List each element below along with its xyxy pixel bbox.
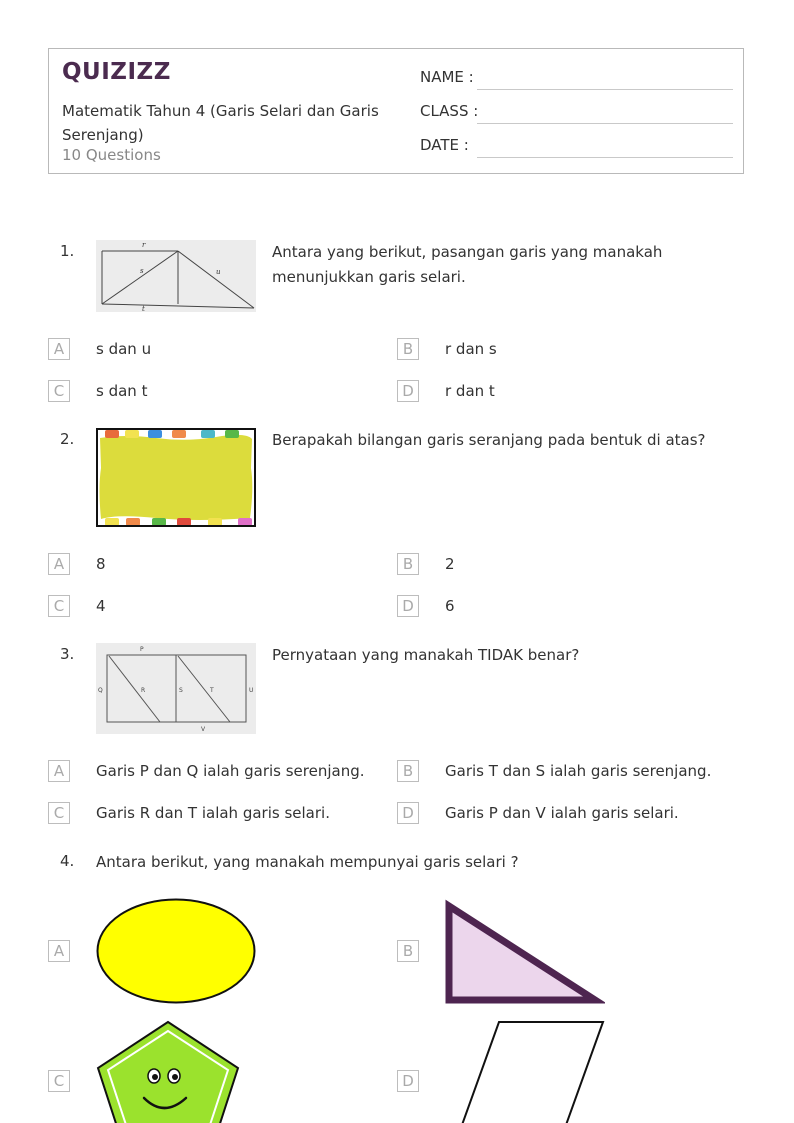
- worksheet-title: Matematik Tahun 4 (Garis Selari dan Garis Serenjang): [62, 102, 379, 144]
- bulletin-board-image: [96, 428, 256, 527]
- option-c-box[interactable]: C: [48, 595, 70, 617]
- parallel-lines-diagram: [96, 240, 256, 312]
- parallelogram-option[interactable]: [445, 1020, 605, 1123]
- name-field[interactable]: [477, 89, 733, 90]
- option-b-box[interactable]: B: [397, 553, 419, 575]
- question-text: Pernyataan yang manakah TIDAK benar?: [272, 646, 580, 664]
- date-label: DATE :: [420, 136, 469, 154]
- option-b-text[interactable]: 2: [445, 555, 455, 573]
- option-c-text[interactable]: 4: [96, 597, 106, 615]
- question-text: Berapakah bilangan garis seranjang pada bentuk di atas?: [272, 431, 706, 449]
- yellow-ellipse-option[interactable]: [96, 898, 256, 1005]
- question-number: 3.: [60, 645, 75, 663]
- option-c-box[interactable]: C: [48, 802, 70, 824]
- quizizz-logo: QUIZIZZ: [62, 59, 171, 85]
- label-u: u: [216, 268, 221, 276]
- option-d-box[interactable]: D: [397, 1070, 419, 1092]
- question-number: 2.: [60, 430, 75, 448]
- class-field[interactable]: [477, 123, 733, 124]
- name-label: NAME :: [420, 68, 474, 86]
- question-text: Antara yang berikut, pasangan garis yang manakah menunjukkan garis selari.: [272, 243, 663, 286]
- option-b-box[interactable]: B: [397, 940, 419, 962]
- label-v: V: [201, 726, 206, 733]
- label-s: s: [140, 267, 144, 275]
- option-d-box[interactable]: D: [397, 802, 419, 824]
- label-r: r: [142, 241, 146, 249]
- label-t: T: [210, 687, 214, 694]
- option-a-box[interactable]: A: [48, 940, 70, 962]
- green-pentagon-option[interactable]: [96, 1020, 241, 1123]
- option-d-text[interactable]: 6: [445, 597, 455, 615]
- option-c-box[interactable]: C: [48, 380, 70, 402]
- question-number: 1.: [60, 242, 75, 260]
- label-s: S: [179, 687, 183, 694]
- option-a-box[interactable]: A: [48, 553, 70, 575]
- lines-rectangle-diagram: [96, 643, 256, 734]
- label-p: P: [140, 646, 144, 653]
- option-c-text[interactable]: s dan t: [96, 382, 148, 400]
- option-d-box[interactable]: D: [397, 380, 419, 402]
- class-label: CLASS :: [420, 102, 479, 120]
- option-b-text[interactable]: r dan s: [445, 340, 497, 358]
- option-a-box[interactable]: A: [48, 760, 70, 782]
- option-a-box[interactable]: A: [48, 338, 70, 360]
- option-a-text[interactable]: s dan u: [96, 340, 152, 358]
- label-u: U: [249, 687, 254, 694]
- option-d-text[interactable]: r dan t: [445, 382, 495, 400]
- option-d-text[interactable]: Garis P dan V ialah garis selari.: [445, 804, 679, 822]
- purple-triangle-option[interactable]: [445, 898, 605, 1005]
- option-b-box[interactable]: B: [397, 338, 419, 360]
- worksheet-header: [48, 48, 744, 174]
- option-b-box[interactable]: B: [397, 760, 419, 782]
- question-count: 10 Questions: [62, 146, 161, 164]
- question-number: 4.: [60, 852, 75, 870]
- label-t: t: [142, 305, 145, 312]
- option-c-text[interactable]: Garis R dan T ialah garis selari.: [96, 804, 330, 822]
- option-d-box[interactable]: D: [397, 595, 419, 617]
- label-r: R: [141, 687, 146, 694]
- date-field[interactable]: [477, 157, 733, 158]
- question-text: Antara berikut, yang manakah mempunyai garis selari ?: [96, 853, 519, 871]
- option-a-text[interactable]: 8: [96, 555, 106, 573]
- option-a-text[interactable]: Garis P dan Q ialah garis serenjang.: [96, 762, 365, 780]
- option-b-text[interactable]: Garis T dan S ialah garis serenjang.: [445, 762, 712, 780]
- label-q: Q: [98, 687, 103, 694]
- option-c-box[interactable]: C: [48, 1070, 70, 1092]
